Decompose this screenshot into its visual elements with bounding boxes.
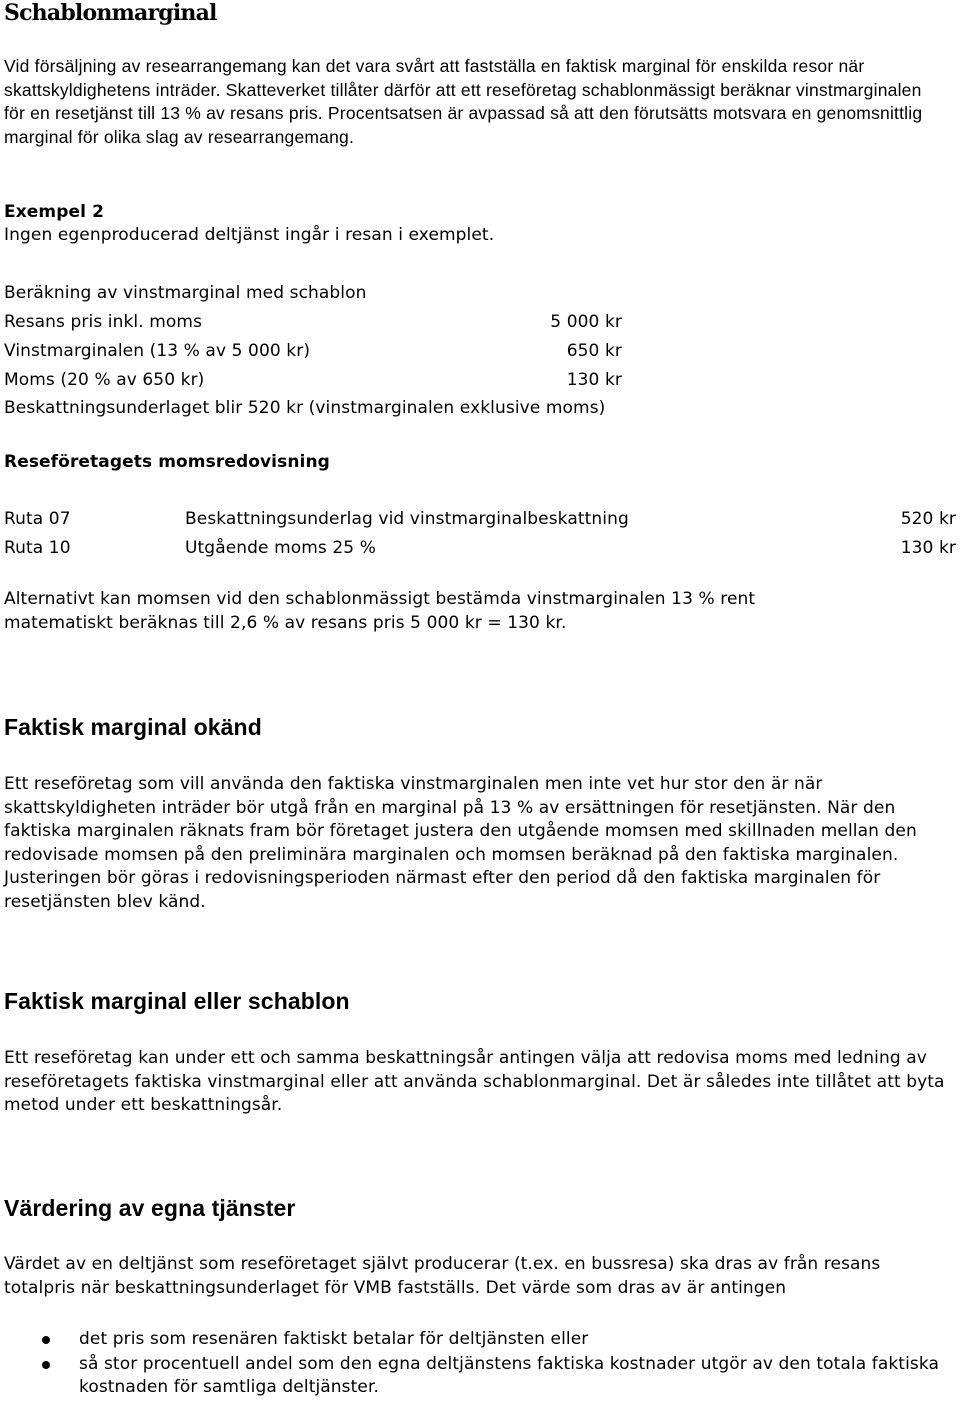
list-item — [4, 1353, 956, 1399]
intro-paragraph: Vid försäljning av researrangemang kan det vara svårt att fastställa en faktisk marginal för enskilda resor när skattskyldighetens inträder. Skatteverket tillåter därför att ett reseföretag schablonmässigt beräknar vinstmarginalen för en resetjänst till 13 % av resans pris. Procentsatsen är avpassad så att den förutsätts motsvara en genomsnittlig marginal för olika slag av researrangemang. — [4, 56, 923, 147]
ruta-amount: 130 kr — [900, 538, 956, 558]
alternative-paragraph: Alternativt kan momsen vid den schablonmässigt bestämda vinstmarginalen 13 % rent matematiskt beräknas till 2,6 % av resans pris 5 000 kr = 130 kr. — [4, 589, 756, 633]
calc-row — [4, 339, 956, 363]
calc-heading: Beräkning av vinstmarginal med schablon — [4, 283, 367, 303]
calc-row — [4, 368, 956, 392]
list-item — [4, 1328, 956, 1351]
faktisk-okand-paragraph: Ett reseföretag som vill använda den faktiska vinstmarginalen men inte vet hur stor den är när skattskyldigheten inträder bör utgå från en marginal på 13 % av ersättningen för resetjänsten. När den faktiska marginalen räknats fram bör företaget justera den utgående momsen med skillnaden mellan den redovisade momsen på den preliminära marginalen och momsen beräknad på den faktiska marginalen. Justeringen bör göras i redovisningsperioden närmast efter den period då den faktiska marginalen för resetjänsten blev känd. — [4, 774, 917, 912]
calc-amount: 5 000 kr — [550, 312, 622, 332]
calc-amount: 650 kr — [566, 341, 622, 361]
calc-label: Resans pris inkl. moms — [4, 312, 203, 332]
ruta-description: Utgående moms 25 % — [185, 538, 376, 558]
example-heading: Exempel 2 — [4, 202, 104, 222]
ruta-description: Beskattningsunderlag vid vinstmarginalbeskattning — [185, 509, 629, 529]
list-item-text: så stor procentuell andel som den egna deltjänstens faktiska kostnader utgör av den totala faktiska kostnaden för samtliga deltjänster. — [79, 1354, 940, 1397]
report-heading: Reseföretagets momsredovisning — [4, 452, 330, 472]
report-row — [4, 507, 956, 531]
vardering-bullet-list — [4, 1328, 956, 1401]
example-text: Ingen egenproducerad deltjänst ingår i resan i exemplet. — [4, 225, 495, 245]
section-title-faktisk-eller-schablon: Faktisk marginal eller schablon — [4, 988, 350, 1014]
section-title-schablonmarginal: Schablonmarginal — [4, 0, 217, 26]
section-title-vardering: Värdering av egna tjänster — [4, 1195, 296, 1221]
calc-row — [4, 310, 956, 334]
calc-label: Moms (20 % av 650 kr) — [4, 370, 205, 390]
faktisk-eller-schablon-paragraph: Ett reseföretag kan under ett och samma beskattningsår antingen välja att redovisa moms med ledning av reseföretagets faktiska vinstmarginal eller att använda schablonmarginal. Det är således inte tillåtet att byta metod under ett beskattningsår. — [4, 1048, 945, 1115]
ruta-code: Ruta 10 — [4, 538, 71, 558]
calc-amount: 130 kr — [566, 370, 622, 390]
vardering-paragraph: Värdet av en deltjänst som reseföretaget självt producerar (t.ex. en bussresa) ska dras av från resans totalpris när beskattningsunderlaget för VMB fastställs. Det värde som dras av är antingen — [4, 1254, 881, 1298]
ruta-code: Ruta 07 — [4, 509, 71, 529]
bullet-icon — [42, 1361, 50, 1369]
list-item-text: det pris som resenären faktiskt betalar för deltjänsten eller — [79, 1329, 589, 1349]
calc-summary: Beskattningsunderlaget blir 520 kr (vinstmarginalen exklusive moms) — [4, 398, 606, 418]
section-title-faktisk-marginal-okand: Faktisk marginal okänd — [4, 714, 262, 740]
calc-label: Vinstmarginalen (13 % av 5 000 kr) — [4, 341, 311, 361]
bullet-icon — [42, 1336, 50, 1344]
report-row — [4, 536, 956, 560]
ruta-amount: 520 kr — [900, 509, 956, 529]
